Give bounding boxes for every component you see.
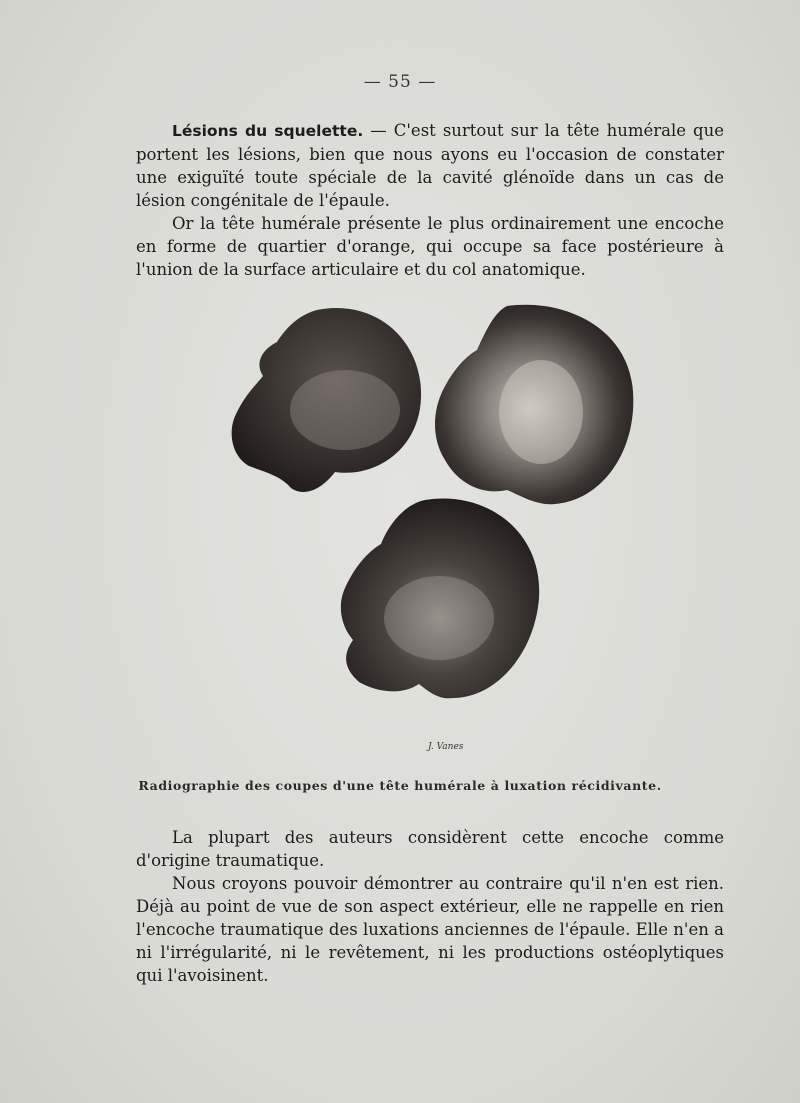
text-block-bottom	[136, 826, 724, 987]
page-number: — 55 —	[363, 72, 437, 92]
paragraph-authors: La plupart des auteurs considèrent cette encoche comme d'origine traumatique.	[136, 828, 724, 870]
texture-highlight-top-right	[499, 360, 583, 464]
texture-highlight-bottom	[384, 576, 494, 660]
figure-caption: Radiographie des coupes d'une tête humérale à luxation récidivante.	[138, 778, 662, 793]
paragraph-demonstration: Nous croyons pouvoir démontrer au contraire qu'il n'en est rien. Déjà au point de vue de son aspect extérieur, elle ne rappelle en rien l'encoche traumatique des luxations anciennes de l'épaule. Elle n'en a ni l'irrégularité, ni le revêtement, ni les productions ostéoplytiques qui l'avoisinent.	[136, 874, 724, 985]
radiograph-figure	[225, 300, 645, 710]
text-block-top	[136, 119, 724, 281]
paragraph-lesions-body: — C'est surtout sur la tête humérale que portent les lésions, bien que nous ayons eu l'occasion de constater une exiguïté toute spéciale de la cavité glénoïde dans un cas de lésion congénitale de l'épaule.	[136, 121, 724, 210]
engraver-signature: J. Vanes	[428, 742, 464, 752]
section-heading: Lésions du squelette.	[172, 122, 364, 140]
paragraph-encoche: Or la tête humérale présente le plus ordinairement une encoche en forme de quartier d'orange, qui occupe sa face postérieure à l'union de la surface articulaire et du col anatomique.	[136, 214, 724, 279]
paragraph-lesions	[136, 119, 724, 212]
texture-highlight-top-left	[290, 370, 400, 450]
